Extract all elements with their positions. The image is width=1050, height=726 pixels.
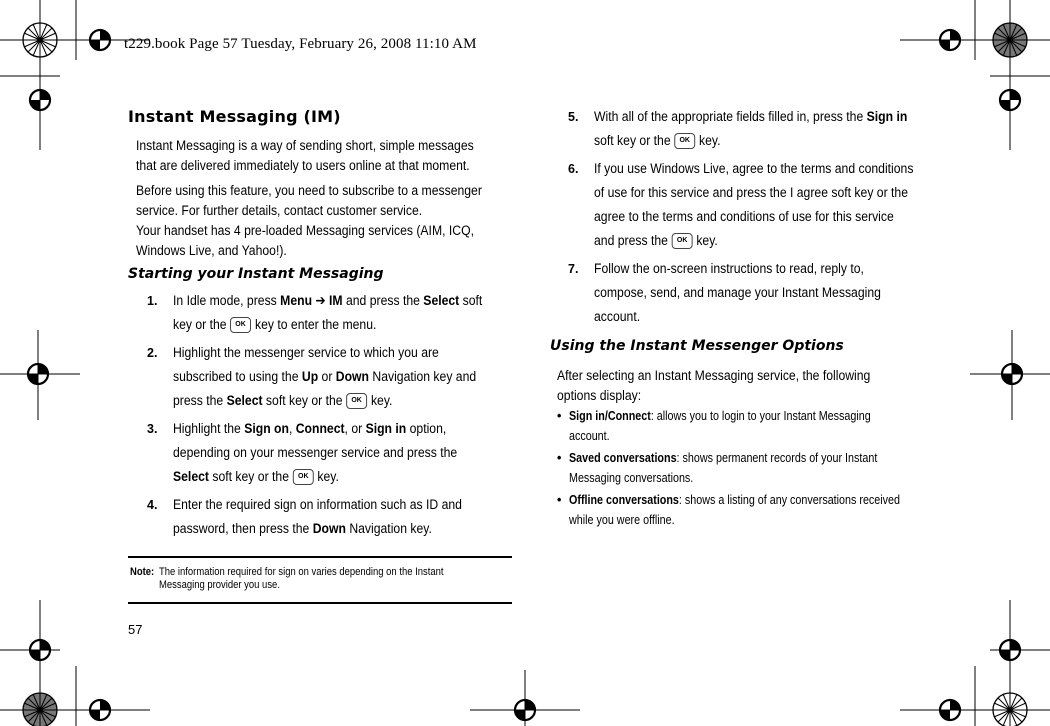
intro-paragraph-1 <box>136 136 529 176</box>
step-3: 3. Highlight the Sign on, Connect, or Sign in option, depending on your messenger service and press the Select soft key or the OK key. <box>147 417 517 489</box>
note-label: Note: <box>130 566 155 578</box>
step-number: 2. <box>147 346 158 360</box>
step-number: 7. <box>568 262 579 276</box>
section-title: Instant Messaging (IM) <box>128 107 341 126</box>
step-4: 4. Enter the required sign on information such as ID and password, then press the Down Navigation key. <box>147 493 517 541</box>
option-saved-conversations: • Saved conversations: shows permanent records of your Instant Messaging conversations. <box>557 448 947 488</box>
intro-paragraph-2 <box>136 181 538 261</box>
step-7: 7. Follow the on-screen instructions to read, reply to, compose, send, and manage your Instant Messaging account. <box>568 257 948 329</box>
step-number: 4. <box>147 498 158 512</box>
subsection-heading-starting: Starting your Instant Messaging <box>128 266 384 282</box>
ok-key-icon: OK <box>674 133 695 149</box>
ok-key-icon: OK <box>230 317 251 333</box>
note-text: The information required for sign on varies depending on the Instant Messaging provider you use. <box>159 566 444 591</box>
bullet-icon: • <box>557 493 562 507</box>
step-2: 2. Highlight the messenger service to which you are subscribed to using the Up or Down Navigation key and press the Select soft key or the OK key. <box>147 341 517 413</box>
option-offline-conversations: • Offline conversations: shows a listing of any conversations received while you were offline. <box>557 490 947 530</box>
intro-p1-line-1: Instant Messaging is a way of sending short, simple messages <box>136 138 474 154</box>
print-header-stamp: t229.book Page 57 Tuesday, February 26, 2008 11:10 AM <box>124 36 477 52</box>
step-number: 3. <box>147 422 158 436</box>
option-sign-in-connect: • Sign in/Connect: allows you to login to your Instant Messaging account. <box>557 406 947 446</box>
ok-key-icon: OK <box>346 393 367 409</box>
subsection-heading-options: Using the Instant Messenger Options <box>550 338 844 354</box>
ok-key-icon: OK <box>293 469 314 485</box>
step-number: 6. <box>568 162 579 176</box>
intro-p2-line-2: service. For further details, contact customer service. <box>136 203 423 219</box>
intro-p2-line-1: Before using this feature, you need to subscribe to a messenger <box>136 183 482 199</box>
ok-key-icon: OK <box>672 233 693 249</box>
note-box <box>128 556 512 604</box>
intro-p2-line-3: Your handset has 4 pre-loaded Messaging services (AIM, ICQ, <box>136 223 474 239</box>
step-5: 5. With all of the appropriate fields filled in, press the Sign in soft key or the OK key. <box>568 105 948 153</box>
step-6: 6. If you use Windows Live, agree to the terms and conditions of use for this service and press the I agree soft key or the agree to the terms and conditions of use for this service and press the OK key. <box>568 157 948 253</box>
intro-p2-line-4: Windows Live, and Yahoo!). <box>136 243 287 259</box>
step-number: 1. <box>147 294 158 308</box>
step-number: 5. <box>568 110 579 124</box>
bullet-icon: • <box>557 451 562 465</box>
intro-p1-line-2: that are delivered immediately to users online at that moment. <box>136 158 470 174</box>
options-intro: After selecting an Instant Messaging service, the following options display: <box>557 368 871 404</box>
page-number: 57 <box>128 622 143 637</box>
step-1: 1. In Idle mode, press Menu ➔ IM and press the Select soft key or the OK key to enter the menu. <box>147 289 517 337</box>
bullet-icon: • <box>557 409 562 423</box>
